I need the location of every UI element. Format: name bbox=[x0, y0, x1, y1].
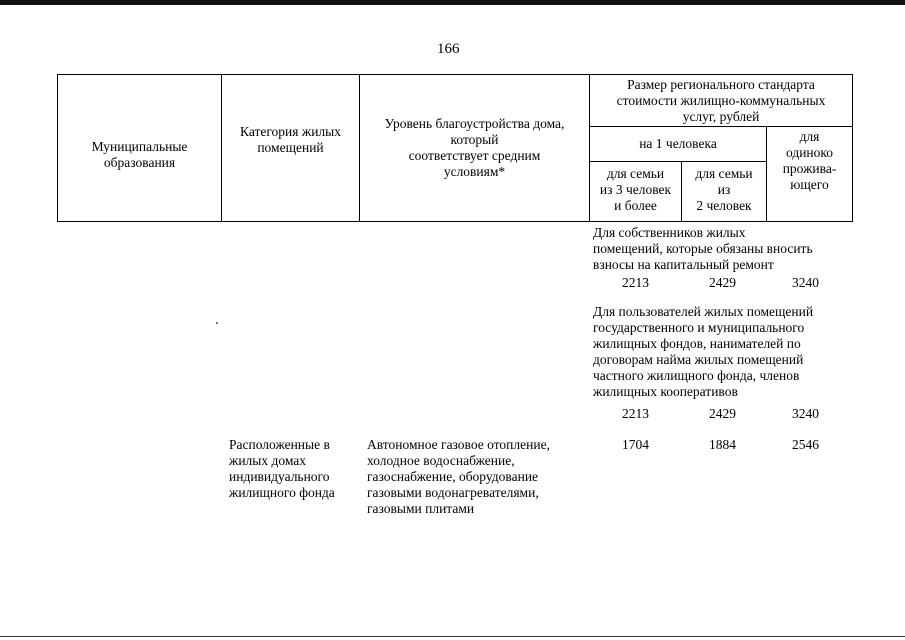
header-standard-size: Размер регионального стандарта стоимости жилищно-коммунальных услуг, рублей bbox=[616, 77, 826, 124]
header-municipalities: Муниципальные образования bbox=[91, 139, 188, 170]
header-single-resident: для одиноко прожива- ющего bbox=[782, 129, 837, 192]
top-border-bar bbox=[0, 0, 905, 5]
bottom-border-line bbox=[0, 636, 905, 637]
header-family-2: для семьи из 2 человек bbox=[695, 166, 753, 213]
row-value-single: 2546 bbox=[792, 437, 819, 452]
row-value-family3: 1704 bbox=[622, 437, 649, 452]
users-value-single: 3240 bbox=[792, 406, 819, 421]
header-per-person: на 1 человека bbox=[639, 136, 717, 151]
scan-speck bbox=[216, 322, 218, 324]
owners-value-single: 3240 bbox=[792, 275, 819, 290]
header-improvement-level: Уровень благоустройства дома, который соответствует средним условиям* bbox=[384, 116, 565, 179]
users-note: Для пользователей жилых помещений государственного и муниципального жилищных фондов, нанимателей по договорам найма жилых помещений частного жилищного фонда, членов жилищных кооперативов bbox=[593, 304, 814, 399]
page-number: 166 bbox=[437, 41, 460, 57]
owners-value-family2: 2429 bbox=[709, 275, 736, 290]
row-category: Расположенные в жилых домах индивидуального жилищного фонда bbox=[229, 437, 335, 500]
header-family-3: для семьи из 3 человек и более bbox=[599, 166, 672, 213]
row-improvement-level: Автономное газовое отопление, холодное водоснабжение, газоснабжение, оборудование газовыми водонагревателями, газовыми плитами bbox=[367, 437, 550, 516]
owners-value-family3: 2213 bbox=[622, 275, 649, 290]
users-value-family3: 2213 bbox=[622, 406, 649, 421]
header-category: Категория жилых помещений bbox=[240, 124, 341, 155]
users-value-family2: 2429 bbox=[709, 406, 736, 421]
owners-note: Для собственников жилых помещений, которые обязаны вносить взносы на капитальный ремонт bbox=[593, 225, 813, 272]
row-value-family2: 1884 bbox=[709, 437, 736, 452]
